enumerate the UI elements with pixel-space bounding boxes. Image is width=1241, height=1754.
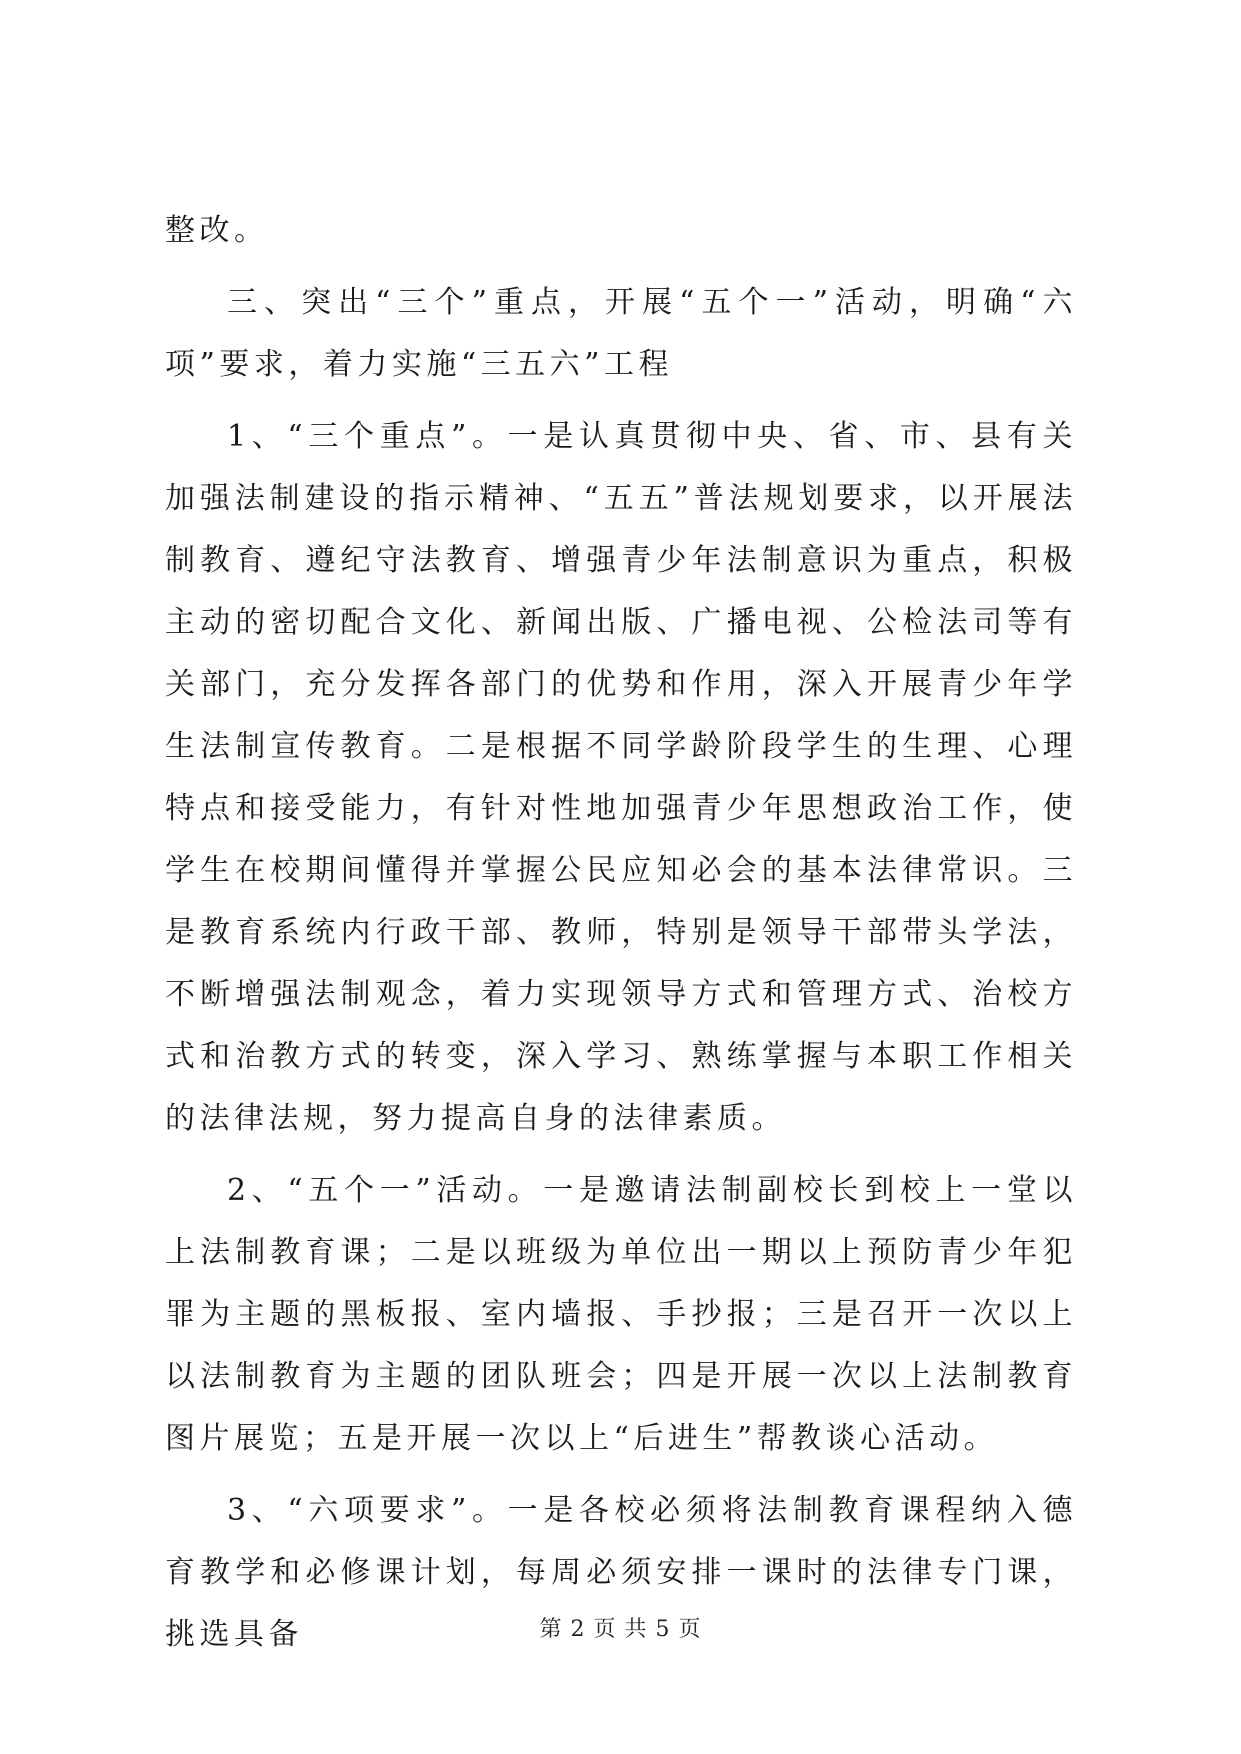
page-number-footer: 第 2 页 共 5 页 xyxy=(539,1617,702,1642)
section-heading-three: 三、突出“三个”重点，开展“五个一”活动，明确“六项”要求，着力实施“三五六”工程 xyxy=(165,285,1077,382)
body-text xyxy=(165,200,1077,1666)
paragraph-five-activities: 2、“五个一”活动。一是邀请法制副校长到校上一堂以上法制教育课；二是以班级为单位出一期以上预防青少年犯罪为主题的黑板报、室内墙报、手抄报；三是召开一次以上以法制教育为主题的团队班会；四是开展一次以上法制教育图片展览；五是开展一次以上“后进生”帮教谈心活动。 xyxy=(165,1173,1077,1456)
paragraph-continuation: 整改。 xyxy=(165,213,269,248)
paragraph-three-key-points: 1、“三个重点”。一是认真贯彻中央、省、市、县有关加强法制建设的指示精神、“五五”普法规划要求，以开展法制教育、遵纪守法教育、增强青少年法制意识为重点，积极主动的密切配合文化、新闻出版、广播电视、公检法司等有关部门，充分发挥各部门的优势和作用，深入开展青少年学生法制宣传教育。二是根据不同学龄阶段学生的生理、心理特点和接受能力，有针对性地加强青少年思想政治工作，使学生在校期间懂得并掌握公民应知必会的基本法律常识。三是教育系统内行政干部、教师，特别是领导干部带头学法，不断增强法制观念，着力实现领导方式和管理方式、治校方式和治教方式的转变，深入学习、熟练掌握与本职工作相关的法律法规，努力提高自身的法律素质。 xyxy=(165,419,1077,1136)
paragraph-six-requirements: 3、“六项要求”。一是各校必须将法制教育课程纳入德育教学和必修课计划，每周必须安排一课时的法律专门课，挑选具备 xyxy=(165,1493,1077,1652)
